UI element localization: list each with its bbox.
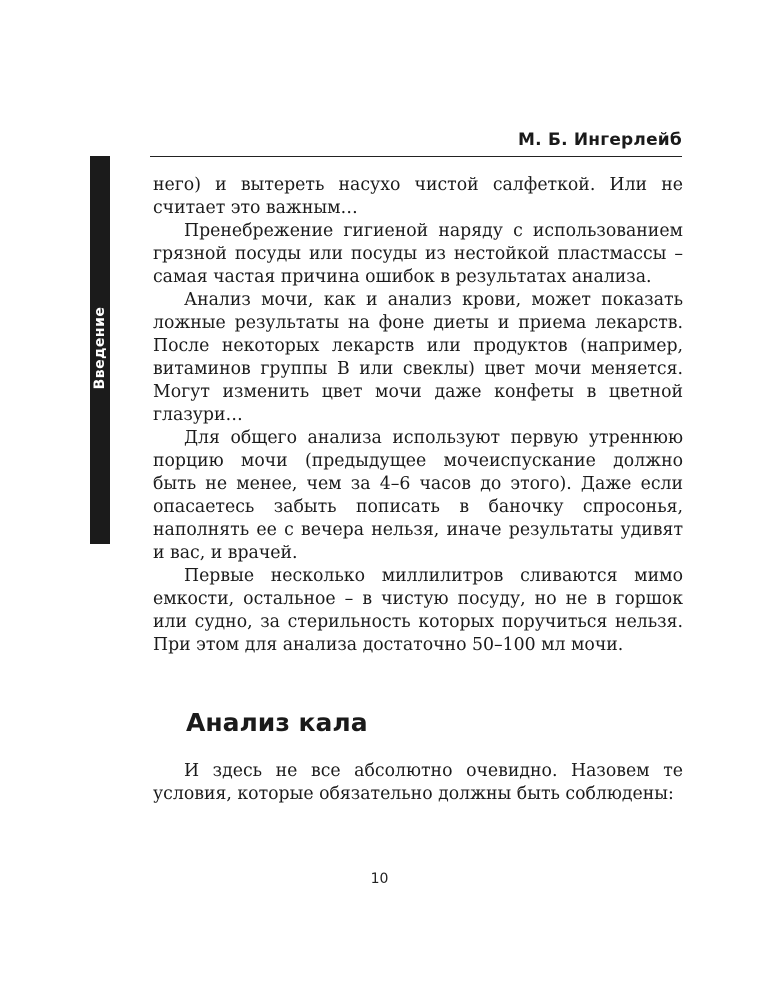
paragraph: него) и вытереть насухо чистой салфеткой. Или не считает это важным… [153, 175, 683, 218]
chapter-tab-label: Введение [92, 306, 108, 390]
section-heading: Анализ кала [186, 708, 368, 737]
section-body [153, 760, 683, 806]
page-number: 10 [370, 871, 389, 887]
paragraph: Для общего анализа используют первую утреннюю порцию мочи (предыдущее мочеиспускание должно быть не менее, чем за 4–6 часов до этого). Даже если опасаетесь забыть пописать в баночку спросонья, наполнять ее с вечера нельзя, иначе результаты удивят и вас, и врачей. [153, 428, 683, 563]
running-head [150, 128, 682, 157]
author-name: М. Б. Ингерлейб [518, 130, 682, 150]
body-text [153, 174, 683, 657]
paragraph: И здесь не все абсолютно очевидно. Назовем те условия, которые обязательно должны быть соблюдены: [153, 761, 683, 804]
paragraph: Первые несколько миллилитров сливаются мимо емкости, остальное – в чистую посуду, но не в горшок или судно, за стерильность которых поручиться нельзя. При этом для анализа достаточно 50–100 мл мочи. [153, 566, 683, 655]
paragraph: Анализ мочи, как и анализ крови, может показать ложные результаты на фоне диеты и приема лекарств. После некоторых лекарств или продуктов (например, витаминов группы В или свеклы) цвет мочи меняется. Могут изменить цвет мочи даже конфеты в цветной глазури… [153, 290, 683, 425]
paragraph: Пренебрежение гигиеной наряду с использованием грязной посуды или посуды из нестойкой пластмассы – самая частая причина ошибок в результатах анализа. [153, 221, 683, 287]
